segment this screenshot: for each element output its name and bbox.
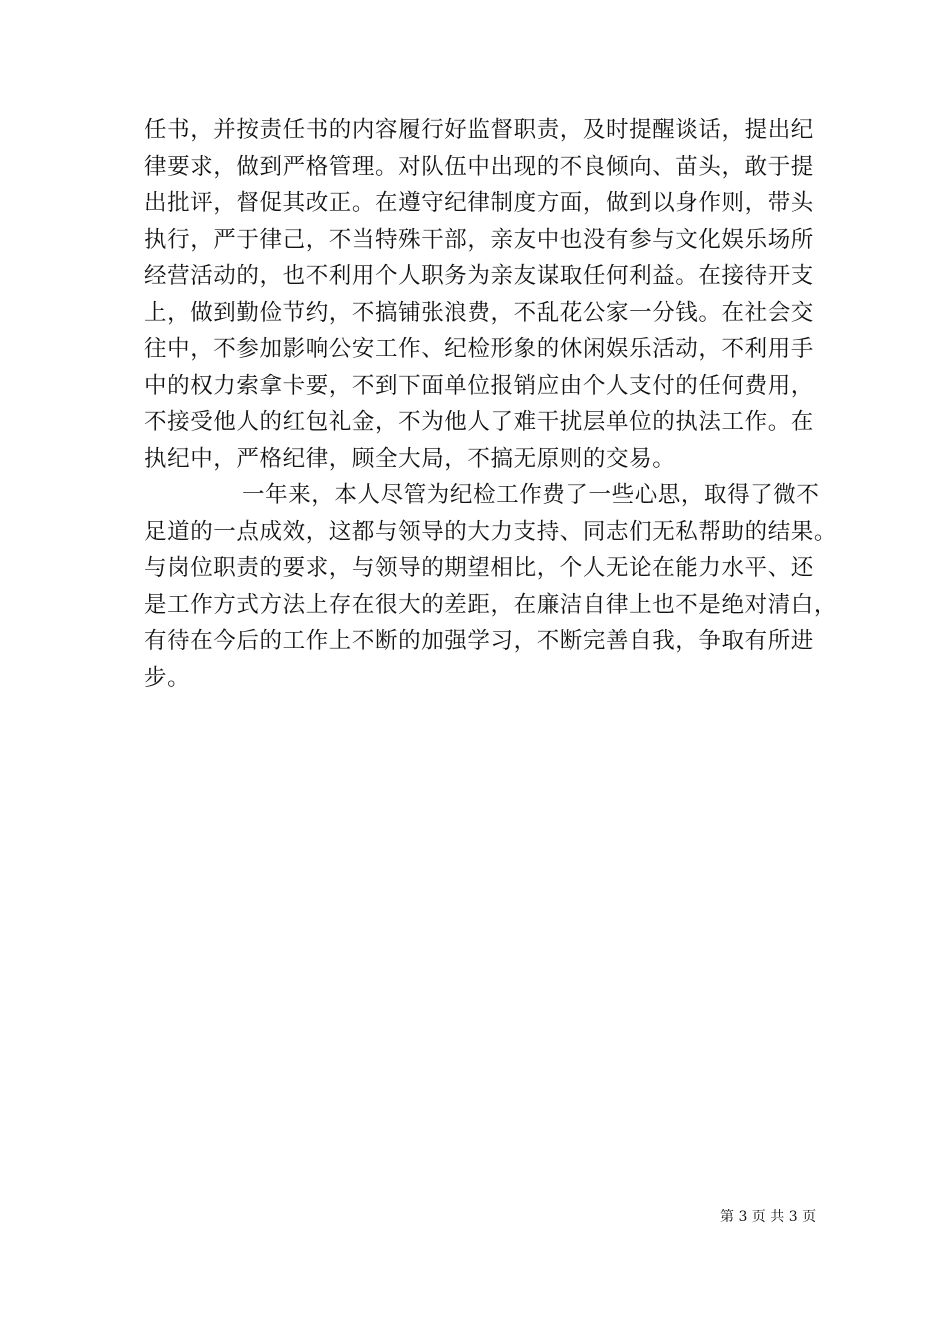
text-line: 足道的一点成效，这都与领导的大力支持、同志们无私帮助的结果。 <box>144 518 838 545</box>
text-line: 有待在今后的工作上不断的加强学习，不断完善自我，争取有所进 <box>144 628 814 654</box>
text-line: 上，做到勤俭节约，不搞铺张浪费，不乱花公家一分钱。在社会交 <box>144 299 814 326</box>
text-line: 执行，严于律己，不当特殊干部，亲友中也没有参与文化娱乐场所 <box>144 226 814 253</box>
page-number-footer: 第 3 页 共 3 页 <box>720 1209 817 1225</box>
text-line: 是工作方式方法上存在很大的差距，在廉洁自律上也不是绝对清白， <box>144 591 838 618</box>
text-line-indented: 一年来，本人尽管为纪检工作费了一些心思，取得了微不 <box>242 482 820 508</box>
paragraph-2 <box>144 477 838 696</box>
text-line: 出批评，督促其改正。在遵守纪律制度方面，做到以身作则，带头 <box>144 190 814 216</box>
body-text <box>144 112 838 696</box>
text-line: 不接受他人的红包礼金，不为他人了难干扰层单位的执法工作。在 <box>144 409 814 435</box>
text-line: 执纪中，严格纪律，顾全大局，不搞无原则的交易。 <box>144 445 676 472</box>
text-line: 经营活动的，也不利用个人职务为亲友谋取任何利益。在接待开支 <box>144 263 814 289</box>
text-line: 律要求，做到严格管理。对队伍中出现的不良倾向、苗头，敢于提 <box>144 153 814 180</box>
text-line: 任书，并按责任书的内容履行好监督职责，及时提醒谈话，提出纪 <box>144 117 814 143</box>
text-line: 步。 <box>144 664 191 691</box>
text-line: 中的权力索拿卡要，不到下面单位报销应由个人支付的任何费用， <box>144 372 814 399</box>
text-line: 与岗位职责的要求，与领导的期望相比，个人无论在能力水平、还 <box>144 555 814 581</box>
paragraph-1 <box>144 112 814 477</box>
text-line: 往中，不参加影响公安工作、纪检形象的休闲娱乐活动，不利用手 <box>144 336 814 362</box>
